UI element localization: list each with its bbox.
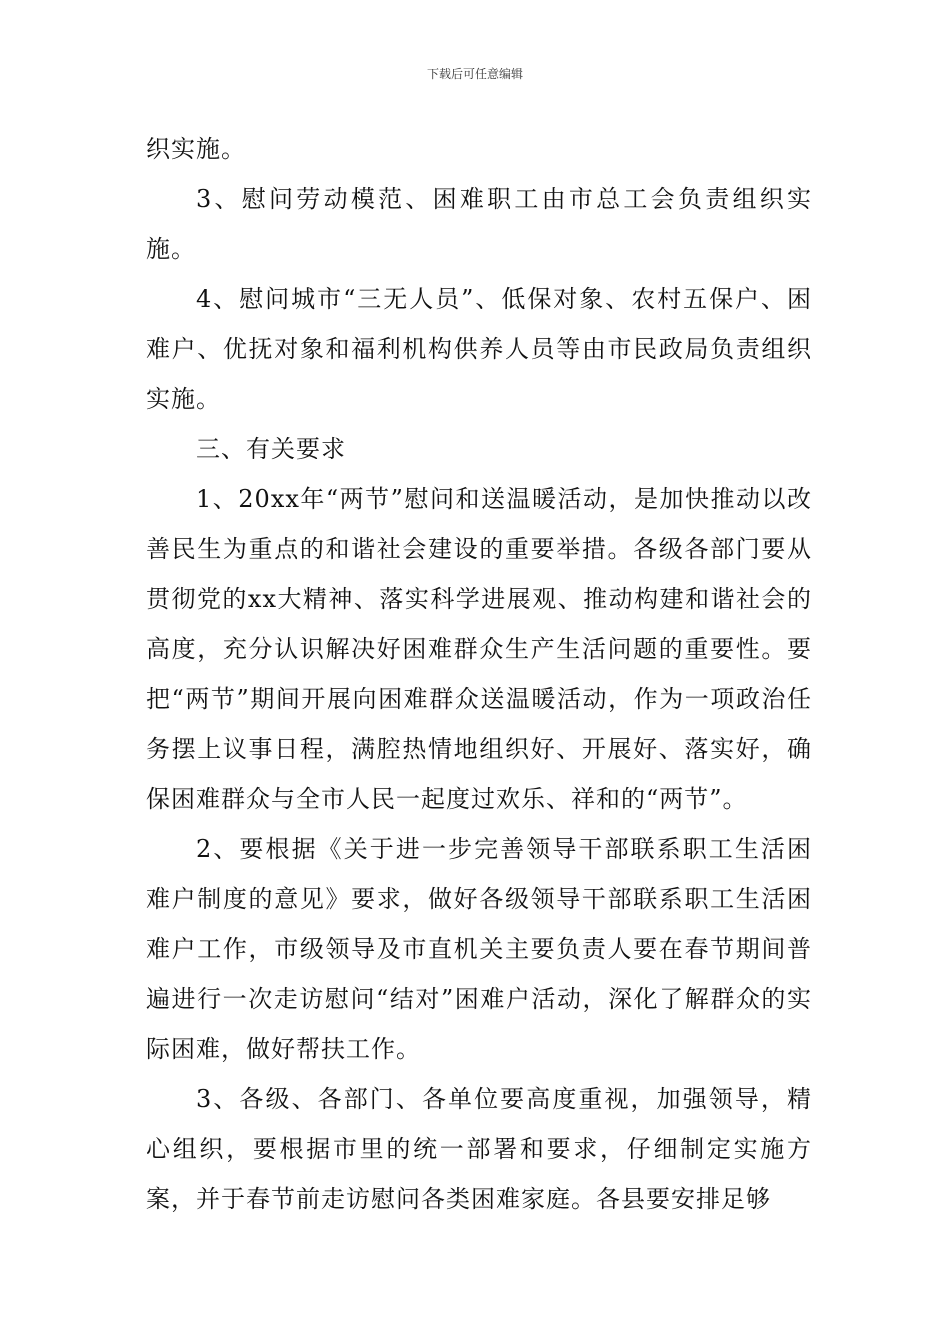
paragraph-requirement-3: 3、各级、各部门、各单位要高度重视，加强领导，精心组织，要根据市里的统一部署和要求，仔细制定实施方案，并于春节前走访慰问各类困难家庭。各县要安排足够 [146, 1085, 812, 1213]
section-heading-requirements: 三、有关要求 [196, 435, 346, 463]
paragraph-item-4-civil-affairs: 4、慰问城市“三无人员”、低保对象、农村五保户、困难户、优抚对象和福利机构供养人员等由市民政局负责组织实施。 [146, 285, 812, 413]
paragraph-item-3-labor-models: 3、慰问劳动模范、困难职工由市总工会负责组织实施。 [146, 185, 812, 263]
paragraph-requirement-2: 2、要根据《关于进一步完善领导干部联系职工生活困难户制度的意见》要求，做好各级领导干部联系职工生活困难户工作，市级领导及市直机关主要负责人要在春节期间普遍进行一次走访慰问“结对”困难户活动，深化了解群众的实际困难，做好帮扶工作。 [146, 835, 812, 1063]
page-header: 下载后可任意编辑 [426, 67, 523, 81]
document-body [146, 124, 812, 1224]
paragraph-continuation: 织实施。 [146, 135, 246, 163]
paragraph-requirement-1: 1、20xx年“两节”慰问和送温暖活动，是加快推动以改善民生为重点的和谐社会建设的重要举措。各级各部门要从贯彻党的xx大精神、落实科学进展观、推动构建和谐社会的高度，充分认识解决好困难群众生产生活问题的重要性。要把“两节”期间开展向困难群众送温暖活动，作为一项政治任务摆上议事日程，满腔热情地组织好、开展好、落实好，确保困难群众与全市人民一起度过欢乐、祥和的“两节”。 [146, 485, 812, 813]
